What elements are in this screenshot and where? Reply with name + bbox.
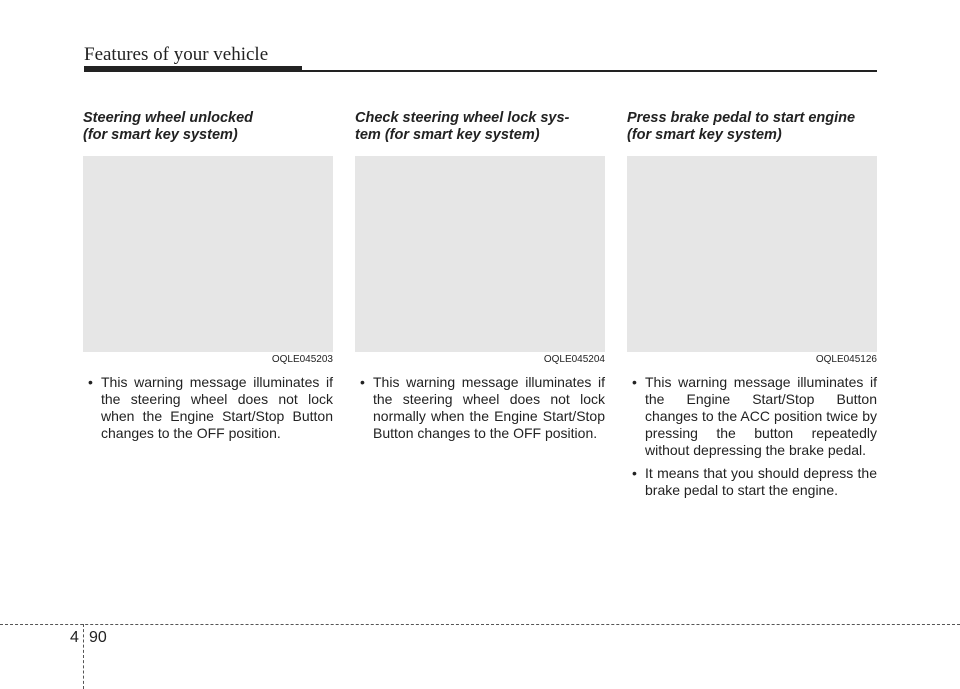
heading-line: Check steering wheel lock sys- xyxy=(355,110,570,126)
bullet-item: • This warning message illuminates if the Engine Start/Stop Button changes to the ACC position twice by pressing the button repeatedly without depressing the brake pedal. xyxy=(627,374,877,459)
section-heading xyxy=(83,110,333,156)
header-rule-thick xyxy=(84,66,302,72)
bullet-item: • This warning message illuminates if the steering wheel does not lock when the Engine Start/Stop Button changes to the OFF position. xyxy=(83,374,333,442)
chapter-number: 4 xyxy=(70,629,79,646)
bullet-item: • This warning message illuminates if the steering wheel does not lock normally when the Engine Start/Stop Button changes to the OFF position. xyxy=(355,374,605,442)
header-rule-thin xyxy=(302,70,877,72)
section-press-brake-pedal xyxy=(627,110,877,505)
bullet-list xyxy=(627,374,877,499)
bullet-item: • It means that you should depress the brake pedal to start the engine. xyxy=(627,465,877,499)
heading-line: (for smart key system) xyxy=(627,127,782,143)
heading-line: Steering wheel unlocked xyxy=(83,110,254,126)
page-number: 90 xyxy=(89,629,107,646)
warning-message-image xyxy=(355,156,605,352)
section-heading xyxy=(355,110,605,156)
bullet-list xyxy=(83,374,333,442)
footer-vertical-divider xyxy=(83,624,84,689)
warning-message-image xyxy=(627,156,877,352)
bullet-list xyxy=(355,374,605,442)
section-check-steering-wheel-lock xyxy=(355,110,605,448)
page-section-title: Features of your vehicle xyxy=(84,44,269,65)
heading-line: tem (for smart key system) xyxy=(355,127,540,143)
heading-line: (for smart key system) xyxy=(83,127,238,143)
heading-line: Press brake pedal to start engine xyxy=(627,110,856,126)
section-heading xyxy=(627,110,877,156)
image-code: OQLE045204 xyxy=(543,354,605,365)
image-code: OQLE045126 xyxy=(815,354,877,365)
section-steering-wheel-unlocked xyxy=(83,110,333,448)
footer-divider xyxy=(0,624,960,625)
image-code: OQLE045203 xyxy=(271,354,333,365)
warning-message-image xyxy=(83,156,333,352)
